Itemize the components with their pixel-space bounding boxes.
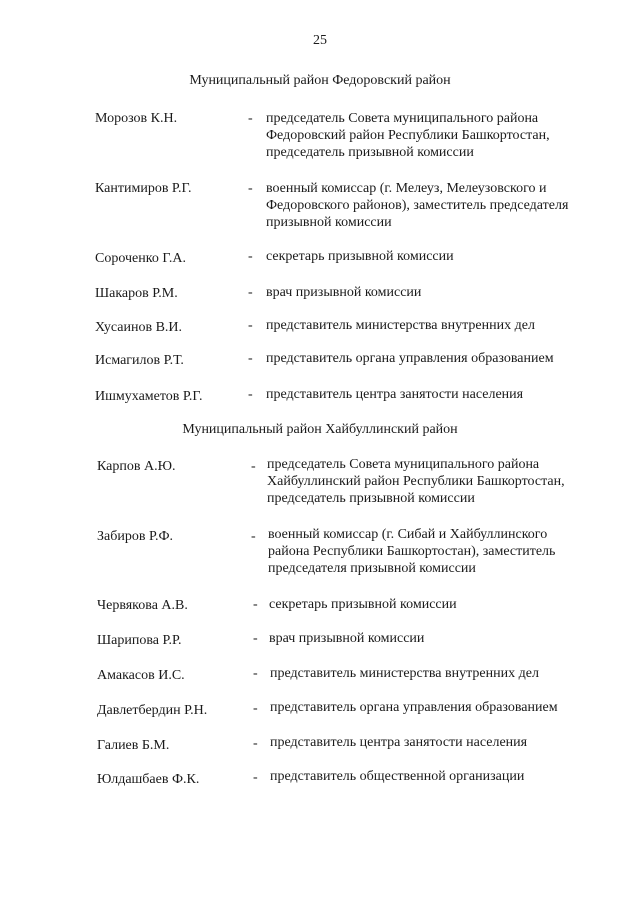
member-role-line: врач призывной комиссии [266, 285, 422, 300]
member-dash: - [248, 111, 253, 126]
member-name: Юлдашбаев Ф.К. [97, 772, 200, 787]
member-role-line: представитель министерства внутренних дел [266, 318, 535, 333]
member-name: Ишмухаметов Р.Г. [95, 389, 203, 404]
member-role-line: представитель центра занятости населения [270, 735, 528, 750]
member-role-line: военный комиссар (г. Мелеуз, Мелеузовского и [266, 181, 547, 196]
member-role-line: района Республики Башкортостан), заместитель [268, 544, 556, 559]
member-name: Забиров Р.Ф. [97, 529, 174, 544]
member-role-line: секретарь призывной комиссии [266, 249, 454, 264]
member-dash: - [253, 631, 258, 646]
member-name: Исмагилов Р.Т. [95, 353, 184, 368]
member-name: Галиев Б.М. [97, 738, 170, 753]
member-role-line: секретарь призывной комиссии [269, 597, 457, 612]
member-role-line: врач призывной комиссии [269, 631, 425, 646]
page-number: 25 [313, 33, 327, 48]
member-name: Хусаинов В.И. [95, 320, 183, 335]
member-role-line: Федоровский район Республики Башкортостан, [266, 128, 550, 143]
member-name: Шакаров Р.М. [95, 286, 178, 301]
member-dash: - [253, 597, 258, 612]
member-role-line: призывной комиссии [266, 215, 392, 230]
member-role-line: представитель центра занятости населения [266, 387, 524, 402]
member-dash: - [253, 701, 258, 716]
member-role-line: председатель призывной комиссии [267, 491, 475, 506]
section-title-khaibullinsky: Муниципальный район Хайбуллинский район [182, 422, 458, 437]
member-role-line: председатель Совета муниципального района [267, 457, 540, 472]
section-title-fedorovsky: Муниципальный район Федоровский район [189, 73, 451, 88]
member-dash: - [248, 351, 253, 366]
member-role-line: председатель Совета муниципального района [266, 111, 539, 126]
member-dash: - [248, 181, 253, 196]
member-name: Карпов А.Ю. [97, 459, 176, 474]
member-role-line: председателя призывной комиссии [268, 561, 476, 576]
member-role-line: Хайбуллинский район Республики Башкортостан, [267, 474, 565, 489]
member-dash: - [253, 770, 258, 785]
member-name: Давлетбердин Р.Н. [97, 703, 208, 718]
member-role-line: председатель призывной комиссии [266, 145, 474, 160]
member-dash: - [248, 387, 253, 402]
member-dash: - [251, 459, 256, 474]
member-name: Амакасов И.С. [97, 668, 185, 683]
member-dash: - [248, 318, 253, 333]
member-dash: - [253, 736, 258, 751]
member-dash: - [253, 666, 258, 681]
member-dash: - [251, 529, 256, 544]
member-name: Сороченко Г.А. [95, 251, 186, 266]
member-role-line: Федоровского районов), заместитель председателя [266, 198, 569, 213]
member-name: Морозов К.Н. [95, 111, 178, 126]
member-role-line: представитель общественной организации [270, 769, 525, 784]
member-role-line: представитель органа управления образованием [270, 700, 558, 715]
member-name: Кантимиров Р.Г. [95, 181, 192, 196]
member-role-line: представитель министерства внутренних дел [270, 666, 539, 681]
member-role-line: представитель органа управления образованием [266, 351, 554, 366]
member-role-line: военный комиссар (г. Сибай и Хайбуллинского [268, 527, 548, 542]
member-name: Червякова А.В. [97, 598, 188, 613]
member-dash: - [248, 285, 253, 300]
member-dash: - [248, 249, 253, 264]
member-name: Шарипова Р.Р. [97, 633, 182, 648]
